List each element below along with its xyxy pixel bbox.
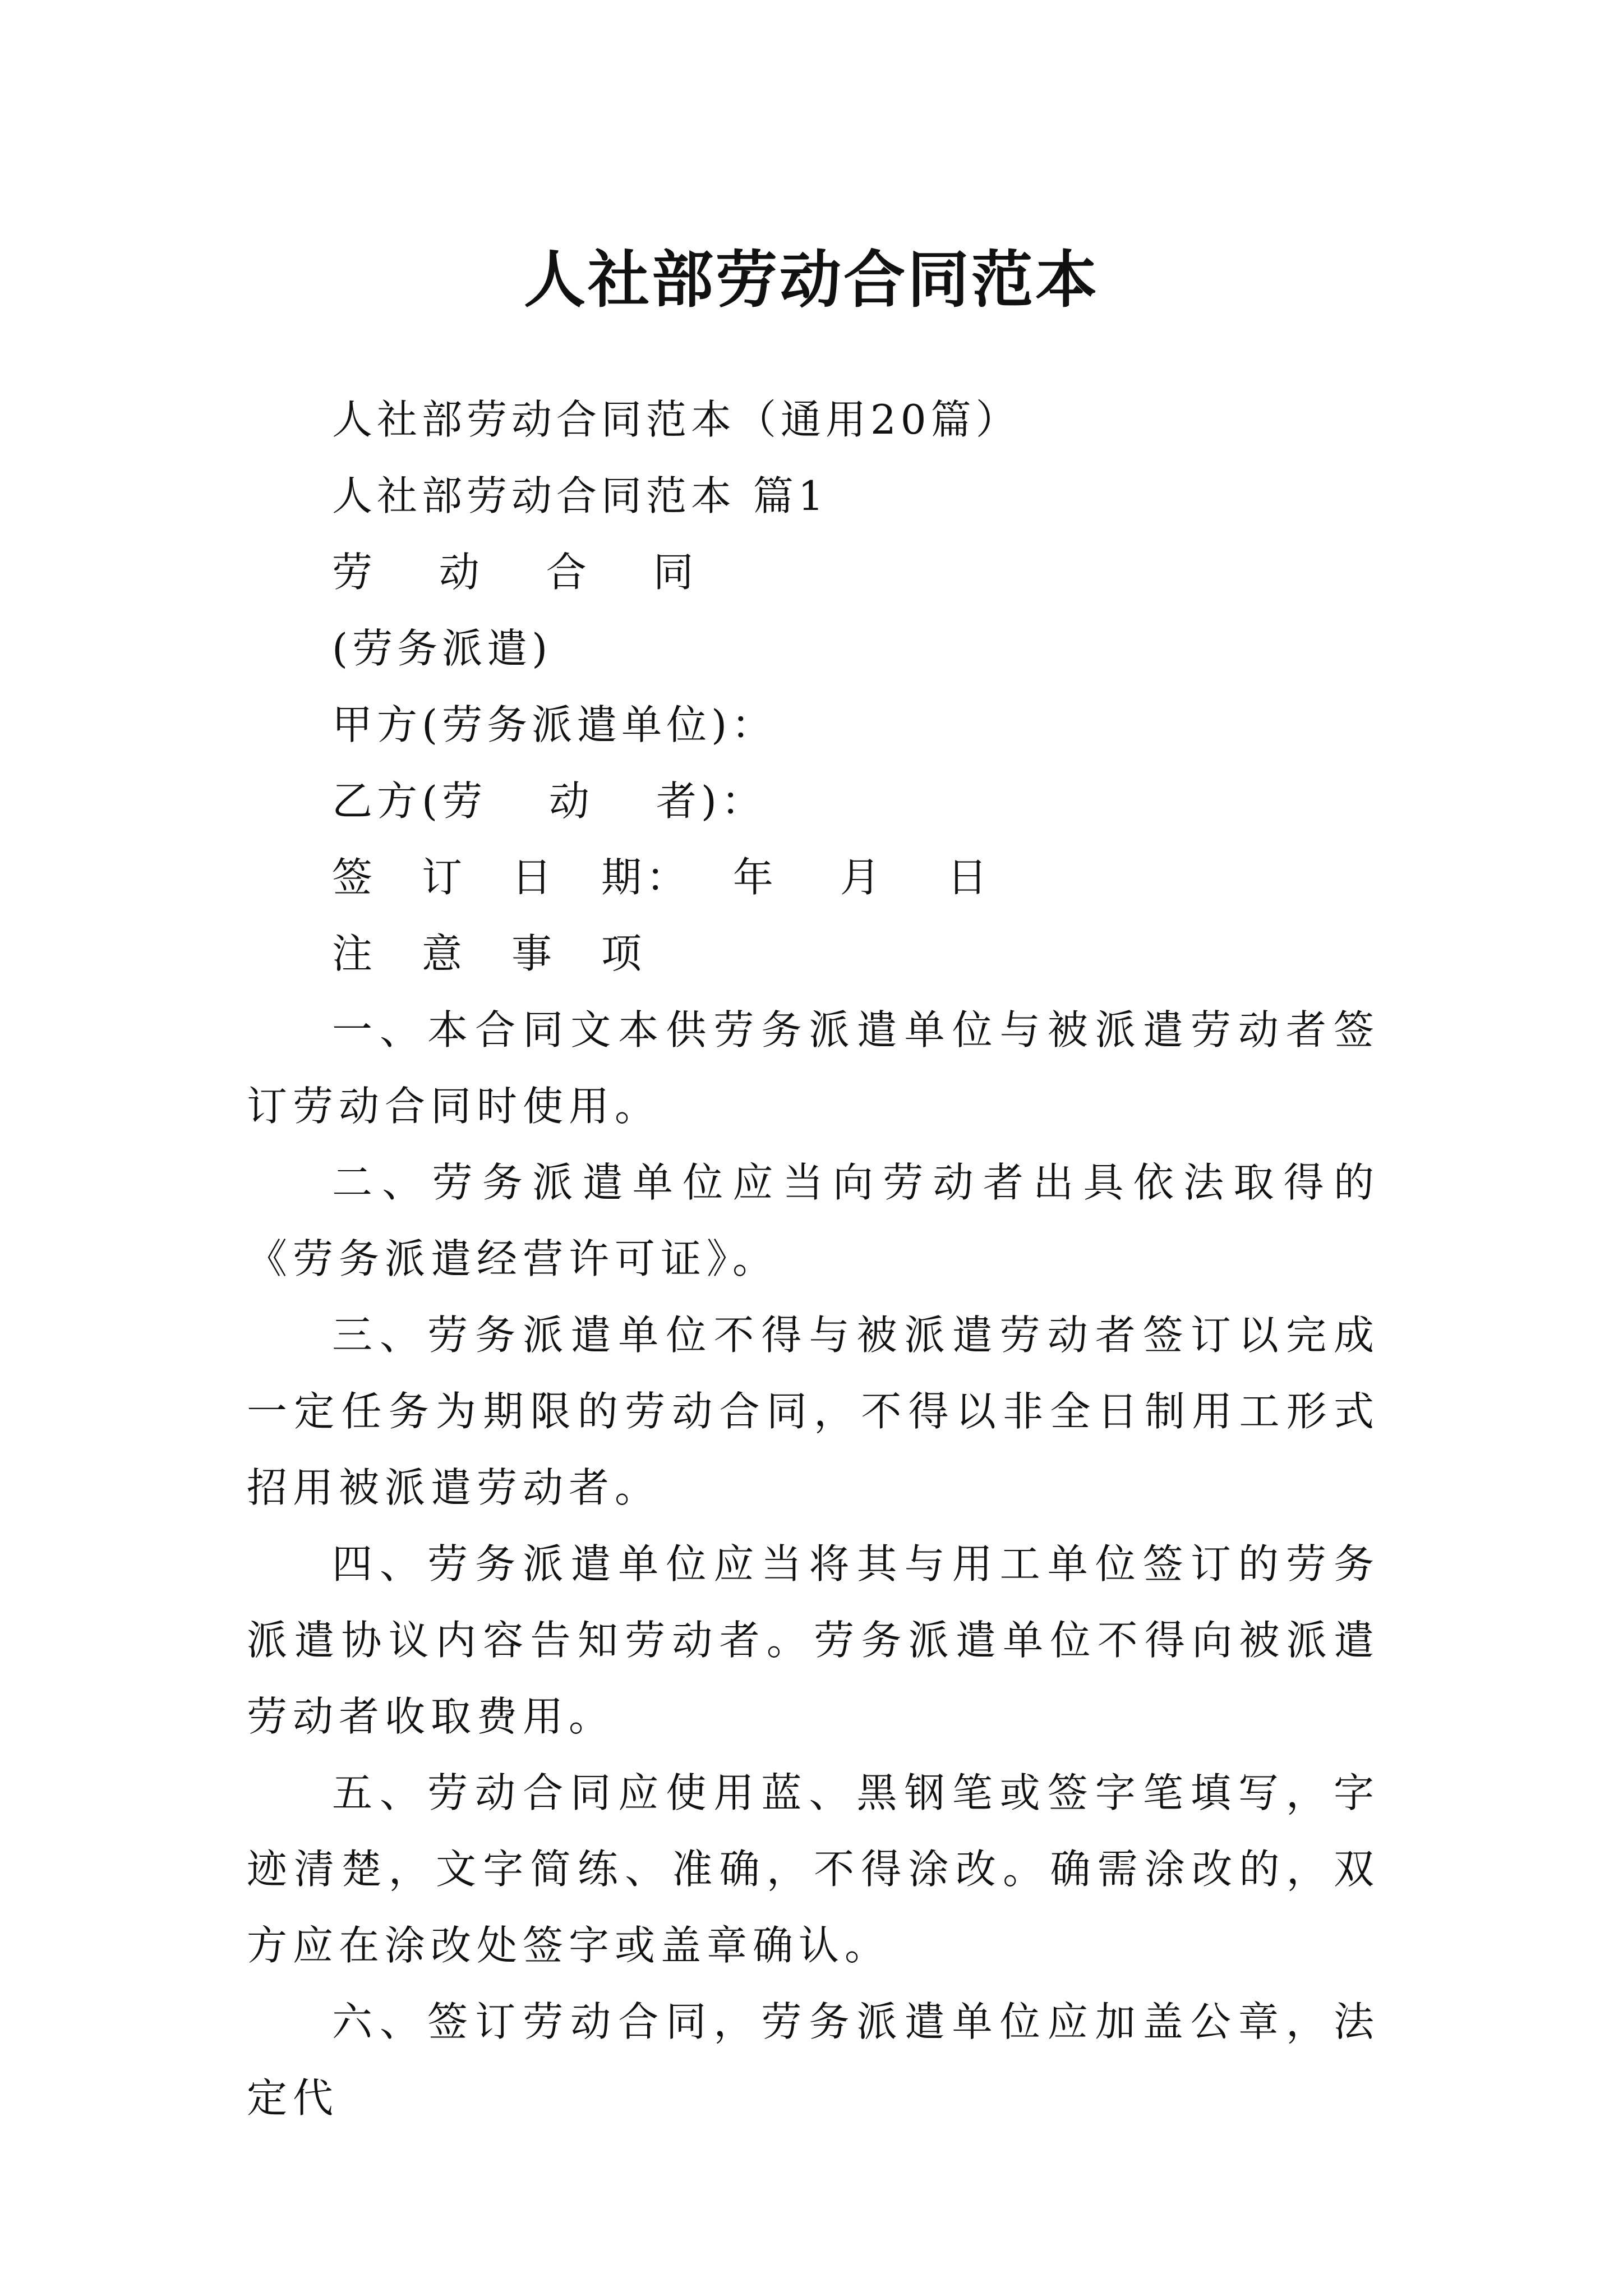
signing-date-line: 签 订 日 期： 年 月 日 (332, 854, 992, 901)
notes-heading: 注 意 事 项 (332, 930, 647, 977)
note-paragraph-2: 二、劳务派遣单位应当向劳动者出具依法取得的《劳务派遣经营许可证》。 (247, 1159, 1380, 1282)
note-paragraph-4: 四、劳务派遣单位应当将其与用工单位签订的劳务派遣协议内容告知劳动者。劳务派遣单位不得向被派遣劳动者收取费用。 (247, 1540, 1380, 1740)
collection-title-line: 人社部劳动合同范本（通用20篇） (332, 396, 1021, 443)
section-title-line: 人社部劳动合同范本 篇1 (332, 472, 828, 519)
note-paragraph-3: 三、劳务派遣单位不得与被派遣劳动者签订以完成一定任务为期限的劳动合同，不得以非全日制用工形式招用被派遣劳动者。 (247, 1312, 1380, 1511)
party-a-line: 甲方(劳务派遣单位)： (332, 701, 777, 748)
note-paragraph-5: 五、劳动合同应使用蓝、黑钢笔或签字笔填写，字迹清楚，文字简练、准确，不得涂改。确需涂改的，双方应在涂改处签字或盖章确认。 (247, 1769, 1380, 1969)
party-b-line: 乙方(劳 动 者)： (332, 777, 766, 825)
document-body (247, 381, 1380, 2136)
note-paragraph-6: 六、签订劳动合同，劳务派遣单位应加盖公章，法定代 (247, 1998, 1380, 2122)
note-paragraph-1: 一、本合同文本供劳务派遣单位与被派遣劳动者签订劳动合同时使用。 (247, 1006, 1380, 1130)
contract-heading: 劳 动 合 同 (332, 549, 698, 596)
contract-subheading: (劳务派遣) (332, 625, 552, 672)
document-title: 人社部劳动合同范本 (524, 243, 1099, 316)
